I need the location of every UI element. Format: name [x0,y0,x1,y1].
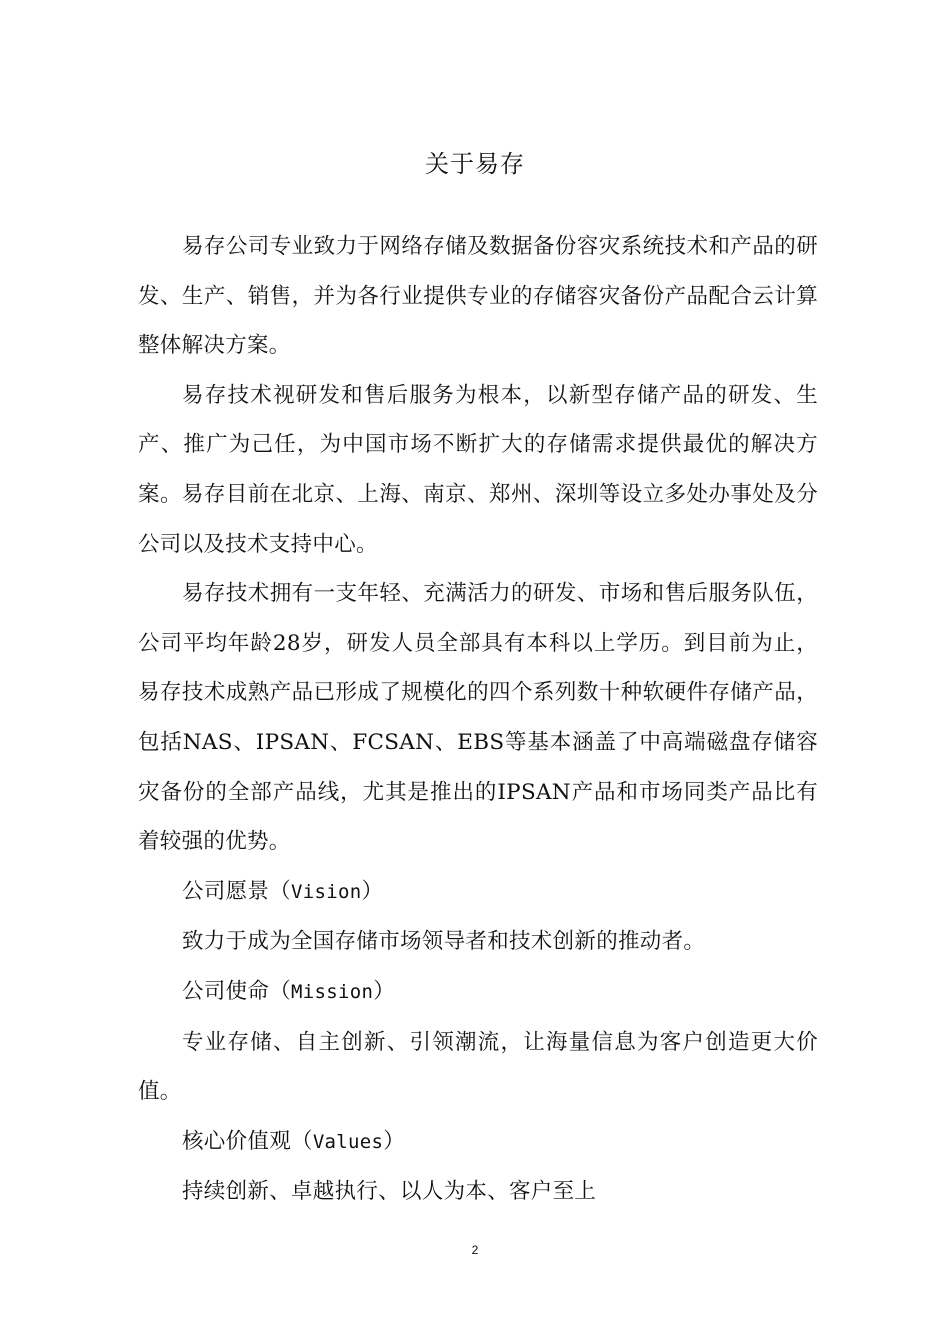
values-heading [138,1117,818,1168]
document-body [138,222,818,1217]
mission-heading-prefix: 公司使命（ [182,978,292,1004]
service-paragraph: 易存技术视研发和售后服务为根本，以新型存储产品的研发、生产、推广为己任，为中国市场不断扩大的存储需求提供最优的解决方案。易存目前在北京、上海、南京、郑州、深圳等设立多处办事处及分公司以及技术支持中心。 [138,382,818,557]
mission-heading [138,967,818,1018]
team-paragraph: 易存技术拥有一支年轻、充满活力的研发、市场和售后服务队伍，公司平均年龄28岁，研发人员全部具有本科以上学历。到目前为止，易存技术成熟产品已形成了规模化的四个系列数十种软硬件存储产品，包括NAS、IPSAN、FCSAN、EBS等基本涵盖了中高端磁盘存储容灾备份的全部产品线，尤其是推出的IPSAN产品和市场同类产品比有着较强的优势。 [138,581,818,855]
vision-heading-word: Vision [291,880,362,903]
values-heading-prefix: 核心价值观（ [182,1128,313,1154]
page-title: 关于易存 [425,150,525,178]
vision-text: 致力于成为全国存储市场领导者和技术创新的推动者。 [182,929,706,955]
values-heading-suffix: ） [383,1128,406,1154]
vision-heading-prefix: 公司愿景（ [182,878,292,904]
page-number: 2 [471,1243,479,1257]
mission-heading-suffix: ） [373,978,396,1004]
values-text: 持续创新、卓越执行、以人为本、客户至上 [182,1179,597,1205]
vision-heading-suffix: ） [361,878,384,904]
values-heading-word: Values [312,1130,384,1153]
intro-paragraph: 易存公司专业致力于网络存储及数据备份容灾系统技术和产品的研发、生产、销售，并为各行业提供专业的存储容灾备份产品配合云计算整体解决方案。 [138,234,818,359]
vision-heading [138,867,818,918]
mission-heading-word: Mission [291,980,374,1003]
mission-text: 专业存储、自主创新、引领潮流，让海量信息为客户创造更大价值。 [138,1029,818,1105]
